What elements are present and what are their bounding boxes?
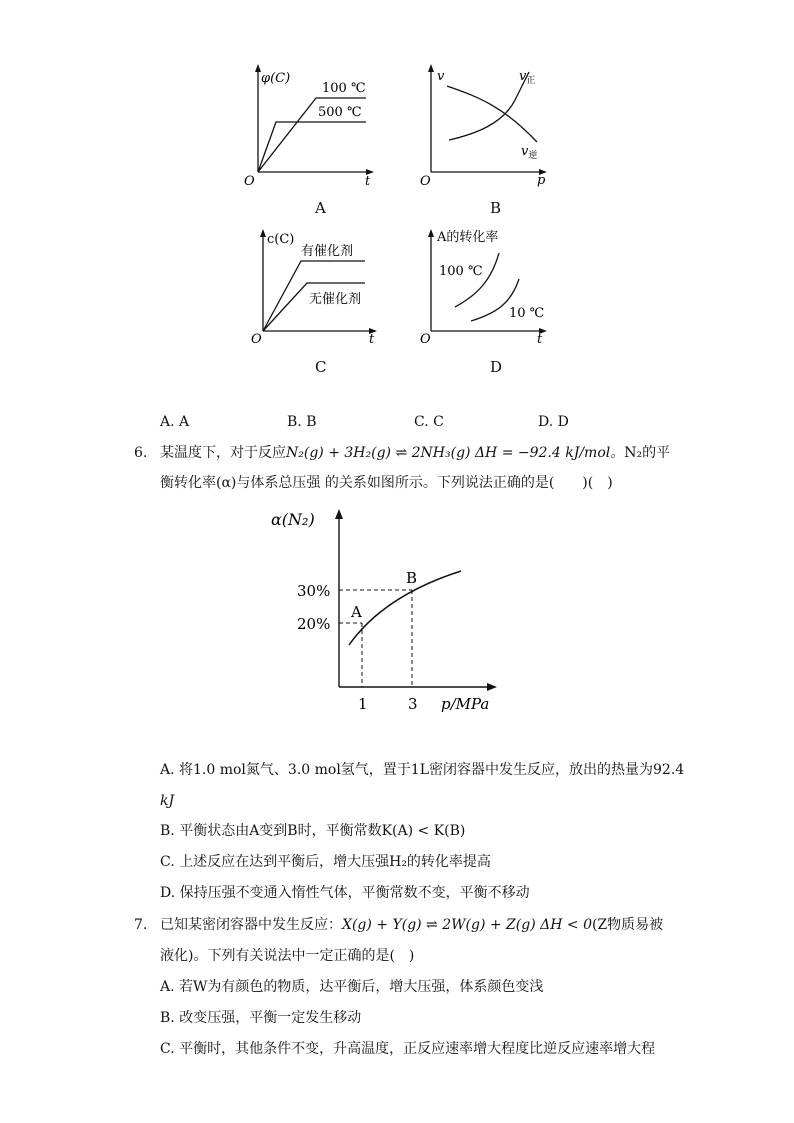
q6-option-d[interactable]: D. 保持压强不变通入惰性气体，平衡常数不变，平衡不移动 (160, 885, 530, 901)
q6-chart-ylabel: α(N₂) (271, 510, 315, 529)
graph-a-curve2-label: 500 ℃ (318, 105, 362, 120)
graph-b-caption: B (490, 199, 502, 217)
graph-c-curve2-label: 无催化剂 (309, 292, 362, 307)
graph-b-xlabel: p (537, 173, 546, 188)
q7-reaction: X(g) + Y(g) ⇌ 2W(g) + Z(g) ΔH < 0 (342, 917, 592, 933)
point-a-label: A (351, 603, 362, 621)
q6-option-a-cont: kJ (160, 793, 175, 809)
q7-stem-line1 (160, 915, 663, 935)
q5-option-c[interactable]: C. C (414, 414, 444, 430)
graph-d-xlabel: t (537, 332, 543, 347)
graph-a-xlabel: t (365, 174, 371, 189)
graph-d-caption: D (490, 358, 503, 376)
graph-a (240, 60, 380, 190)
graph-b-ylabel: v (437, 69, 445, 84)
q7-stem-part2: (Z物质易被 (591, 917, 664, 933)
graph-d (415, 225, 555, 350)
graph-a-caption: A (315, 199, 326, 217)
graph-d-curve2-label: 10 ℃ (509, 306, 545, 321)
q6-option-b[interactable]: B. 平衡状态由A变到B时，平衡常数K(A) < K(B) (160, 823, 466, 839)
q7-stem-line2: 液化)。下列有关说法中一定正确的是( ) (160, 948, 415, 964)
graph-d-ylabel: A的转化率 (437, 230, 499, 245)
graph-b (415, 60, 555, 190)
x-tick-3: 3 (408, 695, 418, 713)
q7-option-b[interactable]: B. 改变压强，平衡一定发生移动 (160, 1010, 362, 1026)
graph-a-ylabel: φ(C) (261, 71, 291, 86)
point-b-label: B (406, 569, 418, 587)
graph-b-origin: O (420, 174, 431, 189)
q7-stem-part1: 已知某密闭容器中发生反应： (160, 917, 342, 933)
q7-option-a[interactable]: A. 若W为有颜色的物质，达平衡后，增大压强，体系颜色变浅 (160, 979, 544, 995)
x-tick-1: 1 (358, 695, 368, 713)
q6-option-a[interactable]: A. 将1.0 mol氮气、3.0 mol氢气，置于1L密闭容器中发生反应，放出的热量为92.4 (160, 762, 685, 778)
q6-option-c[interactable]: C. 上述反应在达到平衡后，增大压强H₂的转化率提高 (160, 854, 491, 870)
graph-a-curve1-label: 100 ℃ (322, 81, 366, 96)
q5-option-b[interactable]: B. B (287, 414, 317, 430)
graph-b-curve2-label: $v_逆$ (521, 144, 538, 161)
y-axis-arrow (335, 509, 343, 519)
graph-d-curve1-label: 100 ℃ (439, 264, 483, 279)
graph-c (245, 225, 385, 350)
q6-number: 6. (134, 445, 148, 461)
graph-c-ylabel: c(C) (267, 232, 295, 247)
q7-option-c[interactable]: C. 平衡时，其他条件不变，升高温度，正反应速率增大程度比逆反应速率增大程 (160, 1041, 656, 1057)
graph-c-curve1-label: 有催化剂 (301, 244, 354, 259)
y-tick-20: 20% (297, 615, 331, 633)
graph-d-origin: O (420, 332, 431, 347)
graph-c-caption: C (315, 358, 327, 376)
y-tick-30: 30% (297, 582, 331, 600)
q5-option-d[interactable]: D. D (538, 414, 569, 430)
q6-reaction: N₂(g) + 3H₂(g) ⇌ 2NH₃(g) ΔH = −92.4 kJ/mol。 (286, 445, 625, 461)
q7-number: 7. (134, 917, 148, 933)
q6-chart (265, 505, 505, 720)
q6-stem-line1 (160, 443, 670, 463)
q6-stem-part2: N₂的平 (624, 445, 671, 461)
q6-stem-part1: 某温度下，对于反应 (160, 445, 286, 461)
graph-c-xlabel: t (369, 332, 375, 347)
graph-a-origin: O (244, 174, 255, 189)
q6-stem-line2: 衡转化率(α)与体系总压强 的关系如图所示。下列说法正确的是( )( ) (160, 475, 613, 491)
graph-c-origin: O (251, 332, 262, 347)
x-axis-arrow (487, 683, 497, 691)
graph-b-curve1-label: $v_正$ (519, 69, 536, 86)
q5-option-a[interactable]: A. A (160, 414, 190, 430)
q6-chart-xlabel: p/MPa (441, 695, 490, 713)
curve (349, 571, 461, 645)
